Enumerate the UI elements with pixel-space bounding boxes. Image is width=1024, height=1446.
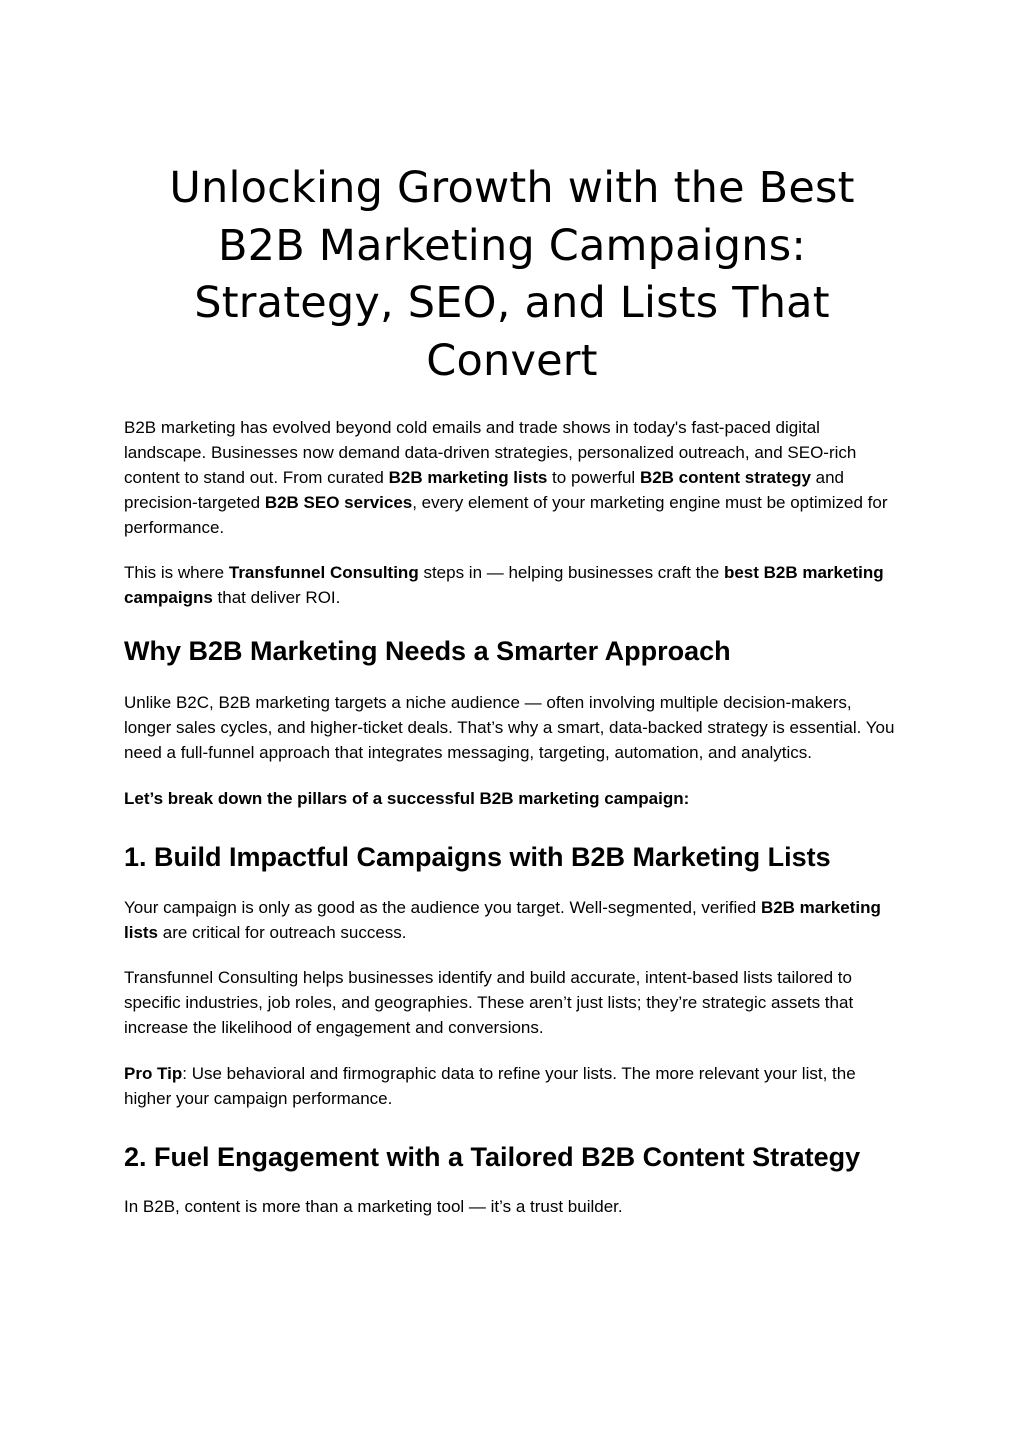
heading-section-2: 2. Fuel Engagement with a Tailored B2B Content Strategy	[124, 1142, 861, 1172]
this-text-2: steps in — helping businesses craft the	[418, 563, 724, 582]
this-text-3: that deliver ROI.	[212, 588, 341, 607]
intro-bold-lists: B2B marketing lists	[388, 468, 548, 487]
section-1-paragraph-2: Transfunnel Consulting helps businesses identify and build accurate, intent-based lists tailored to specific industries, job roles, and geographies. These aren’t just lists; they’re strategic assets that increase the likelihood of engagement and conversions.	[124, 968, 854, 1037]
this-bold-company: Transfunnel Consulting	[228, 563, 419, 582]
document-page	[124, 160, 900, 1219]
pillars-lead-in-text: Let’s break down the pillars of a successful B2B marketing campaign:	[124, 789, 690, 808]
s1-bold-lists: B2B marketing lists	[124, 898, 881, 942]
pillars-lead-in	[124, 786, 900, 811]
this-bold-campaigns: best B2B marketing campaigns	[124, 563, 884, 607]
heading-section-1: 1. Build Impactful Campaigns with B2B Marketing Lists	[124, 842, 831, 872]
intro-bold-seo-services: B2B SEO services	[264, 493, 413, 512]
title-line-4: Convert	[426, 335, 598, 386]
pro-tip-label: Pro Tip	[124, 1064, 183, 1083]
s1-text-2: are critical for outreach success.	[158, 923, 407, 942]
section-1-paragraph-1	[124, 895, 900, 945]
intro-text-4: , every element of your marketing engine must be optimized for performance.	[124, 493, 888, 537]
s1-text-1: Your campaign is only as good as the audience you target. Well-segmented, verified	[124, 898, 761, 917]
intro-paragraph	[124, 415, 900, 540]
document-title	[124, 160, 900, 390]
why-paragraph: Unlike B2C, B2B marketing targets a niche audience — often involving multiple decision-makers, longer sales cycles, and higher-ticket deals. That’s why a smart, data-backed strategy is essential. You need a full-funnel approach that integrates messaging, targeting, automation, and analytics.	[124, 693, 895, 762]
title-line-2: B2B Marketing Campaigns:	[217, 220, 807, 271]
section-2-paragraph: In B2B, content is more than a marketing tool — it’s a trust builder.	[124, 1197, 623, 1216]
title-line-1: Unlocking Growth with the Best	[169, 163, 855, 213]
title-line-3: Strategy, SEO, and Lists That	[194, 278, 830, 328]
intro-text-1: B2B marketing has evolved beyond cold emails and trade shows in today's fast-paced digital landscape. Businesses now demand data-driven strategies, personalized outreach, and SEO-rich content to stand out. From curated	[124, 418, 857, 487]
this-text-1: This is where	[124, 563, 229, 582]
pro-tip-paragraph	[124, 1061, 900, 1111]
intro-text-3: and precision-targeted	[124, 468, 845, 512]
intro-bold-content-strategy: B2B content strategy	[639, 468, 811, 487]
heading-why-smarter-approach: Why B2B Marketing Needs a Smarter Approach	[124, 636, 731, 666]
intro-text-2: to powerful	[547, 468, 640, 487]
pro-tip-text: : Use behavioral and firmographic data to refine your lists. The more relevant your list, the higher your campaign performance.	[124, 1064, 856, 1108]
transfunnel-intro-paragraph	[124, 560, 900, 610]
